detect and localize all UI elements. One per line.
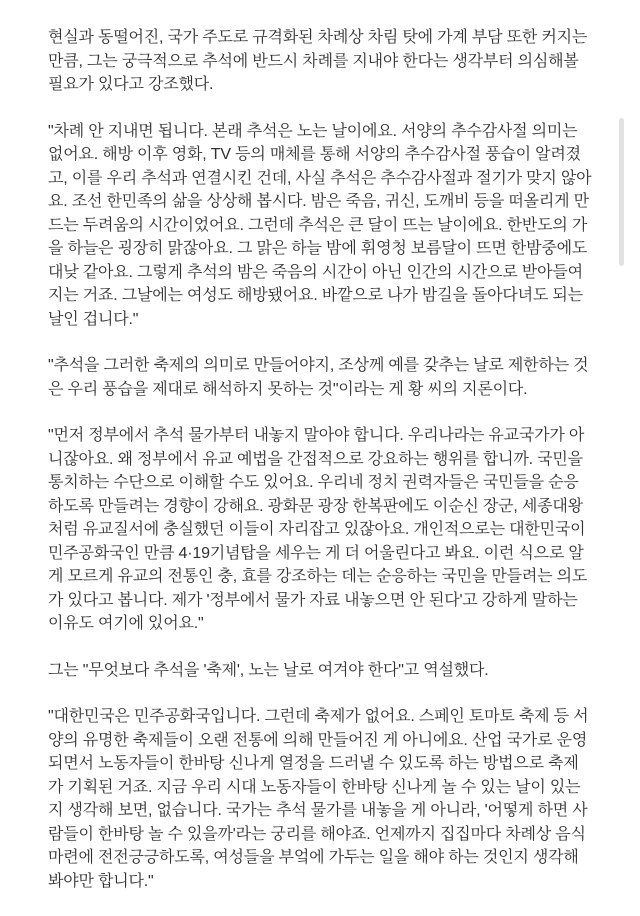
- paragraph-quote-3: "대한민국은 민주공화국입니다. 그런데 축제가 없어요. 스페인 토마토 축제 등 서양의 유명한 축제들이 오랜 전통에 의해 만들어진 게 아니에요. 산업 국가로 운영되면서 노동자들이 한바탕 신나게 열정을 드러낼 수 있도록 하는 방법으로 축제가 기획된 거죠. 지금 우리 시대 노동자들이 한바탕 신나게 놀 수 있는 날이 있는지 생각해 보면, 없습니다. 국가는 추석 물가를 내놓을 게 아니라, '어떻게 하면 사람들이 한바탕 놀 수 있을까'라는 궁리를 해야죠. 언제까지 집집마다 차례상 음식 마련에 전전긍긍하도록, 여성들을 부엌에 가두는 일을 해야 하는 것인지 생각해 봐야만 합니다.": [48, 708, 589, 890]
- paragraph-attribution-1: "추석을 그러한 축제의 의미로 만들어야지, 조상께 예를 갖추는 날로 제한하는 것은 우리 풍습을 제대로 해석하지 못하는 것"이라는 게 황 씨의 지론이다.: [48, 357, 589, 398]
- paragraph-quote-1: "차례 안 지내면 됩니다. 본래 추석은 노는 날이에요. 서양의 추수감사절 의미는 없어요. 해방 이후 영화, TV 등의 매체를 통해 서양의 추수감사절 풍습이 알려졌고, 이를 우리 추석과 연결시킨 건데, 사실 추석은 추수감사절과 절기가 맞지 않아요. 조선 한민족의 삶을 상상해 봅시다. 밤은 죽음, 귀신, 도깨비 등을 떠올리게 만드는 두려움의 시간이었어요. 그런데 추석은 큰 달이 뜨는 날이에요. 한반도의 가을 하늘은 굉장히 맑잖아요. 그 맑은 하늘 밤에 휘영청 보름달이 뜨면 한밤중에도 대낮 같아요. 그렇게 추석의 밤은 죽음의 시간이 아닌 인간의 시간으로 받아들여지는 거죠. 그날에는 여성도 해방됐어요. 바깥으로 나가 밤길을 돌아다녀도 되는 날인 겁니다.": [48, 122, 592, 328]
- paragraph-attribution-2: 그는 "무엇보다 추석을 '축제', 노는 날로 여겨야 한다"고 역설했다.: [48, 661, 489, 679]
- scrollbar-thumb[interactable]: [619, 118, 624, 266]
- paragraph-quote-2: "먼저 정부에서 추석 물가부터 내놓지 말아야 합니다. 우리나라는 유교국가가 아니잖아요. 왜 정부에서 유교 예법을 간접적으로 강요하는 행위를 합니까. 국민을 통치하는 수단으로 이해할 수도 있어요. 우리네 정치 권력자들은 국민들을 순응하도록 만들려는 경향이 강해요. 광화문 광장 한복판에도 이순신 장군, 세종대왕처럼 유교질서에 충실했던 이들이 자리잡고 있잖아요. 개인적으로는 대한민국이 민주공화국인 만큼 4·19기념탑을 세우는 게 더 어울린다고 봐요. 이런 식으로 알게 모르게 유교의 전통인 충, 효를 강조하는 데는 순응하는 국민을 만들려는 의도가 있다고 봅니다. 제가 '정부에서 물가 자료 내놓으면 안 된다'고 강하게 말하는 이유도 여기에 있어요.": [48, 427, 588, 632]
- article-body: [48, 26, 593, 916]
- paragraph-lede: 현실과 동떨어진, 국가 주도로 규격화된 차례상 차림 탓에 가계 부담 또한 커지는 만큼, 그는 궁극적으로 추석에 반드시 차례를 지내야 한다는 생각부터 의심해볼 필요가 있다고 강조했다.: [48, 29, 588, 93]
